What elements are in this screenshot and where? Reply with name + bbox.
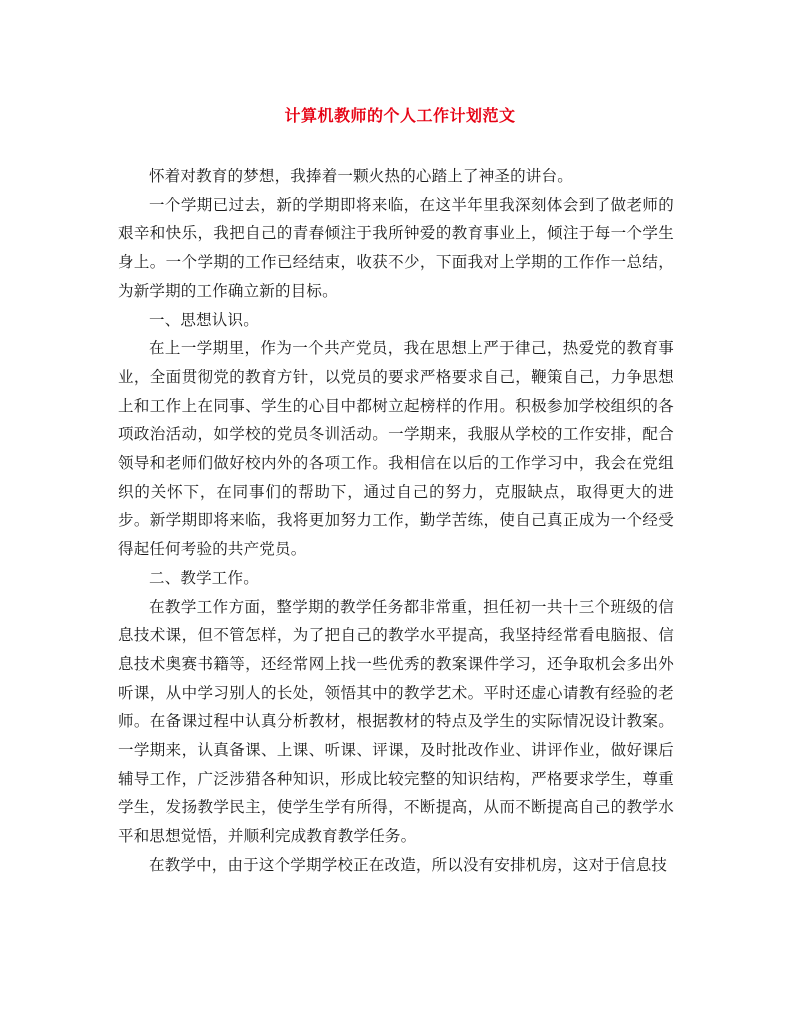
- section-heading-teaching: 二、教学工作。: [149, 568, 259, 587]
- section-heading-thought: 一、思想认识。: [149, 310, 259, 329]
- paragraph-4: 在教学工作方面，整学期的教学任务都非常重，担任初一共十三个班级的信息技术课，但不管怎样，为了把自己的教学水平提高，我坚持经常看电脑报、信息技术奥赛书籍等，还经常网上找一些优秀的教案课件学习，还争取机会多出外听课，从中学习别人的长处，领悟其中的教学艺术。平时还虚心请教有经验的老师。在备课过程中认真分析教材，根据教材的特点及学生的实际情况设计教案。一学期来，认真备课、上课、听课、评课，及时批改作业、讲评作业，做好课后辅导工作，广泛涉猎各种知识，形成比较完整的知识结构，严格要求学生，尊重学生，发扬教学民主，使学生学有所得，不断提高，从而不断提高自己的教学水平和思想觉悟，并顺利完成教育教学任务。: [118, 597, 674, 846]
- paragraph-2: 一个学期已过去，新的学期即将来临，在这半年里我深刻体会到了做老师的艰辛和快乐，我把自己的青春倾注于我所钟爱的教育事业上，倾注于每一个学生身上。一个学期的工作已经结束，收获不少，下面我对上学期的工作作一总结，为新学期的工作确立新的目标。: [118, 195, 674, 300]
- paragraph-5: 在教学中，由于这个学期学校正在改造，所以没有安排机房，这对于信息技: [149, 855, 668, 874]
- paragraph-3: 在上一学期里，作为一个共产党员，我在思想上严于律己，热爱党的教育事业，全面贯彻党的教育方针，以党员的要求严格要求自己，鞭策自己，力争思想上和工作上在同事、学生的心目中都树立起榜样的作用。积极参加学校组织的各项政治活动，如学校的党员冬训活动。一学期来，我服从学校的工作安排，配合领导和老师们做好校内外的各项工作。我相信在以后的工作学习中，我会在党组织的关怀下，在同事们的帮助下，通过自己的努力，克服缺点，取得更大的进步。新学期即将来临，我将更加努力工作，勤学苦练，使自己真正成为一个经受得起任何考验的共产党员。: [118, 339, 674, 559]
- document-body: [118, 162, 674, 880]
- document-title: 计算机教师的个人工作计划范文: [284, 106, 516, 125]
- paragraph-1: 怀着对教育的梦想，我捧着一颗火热的心踏上了神圣的讲台。: [149, 167, 573, 185]
